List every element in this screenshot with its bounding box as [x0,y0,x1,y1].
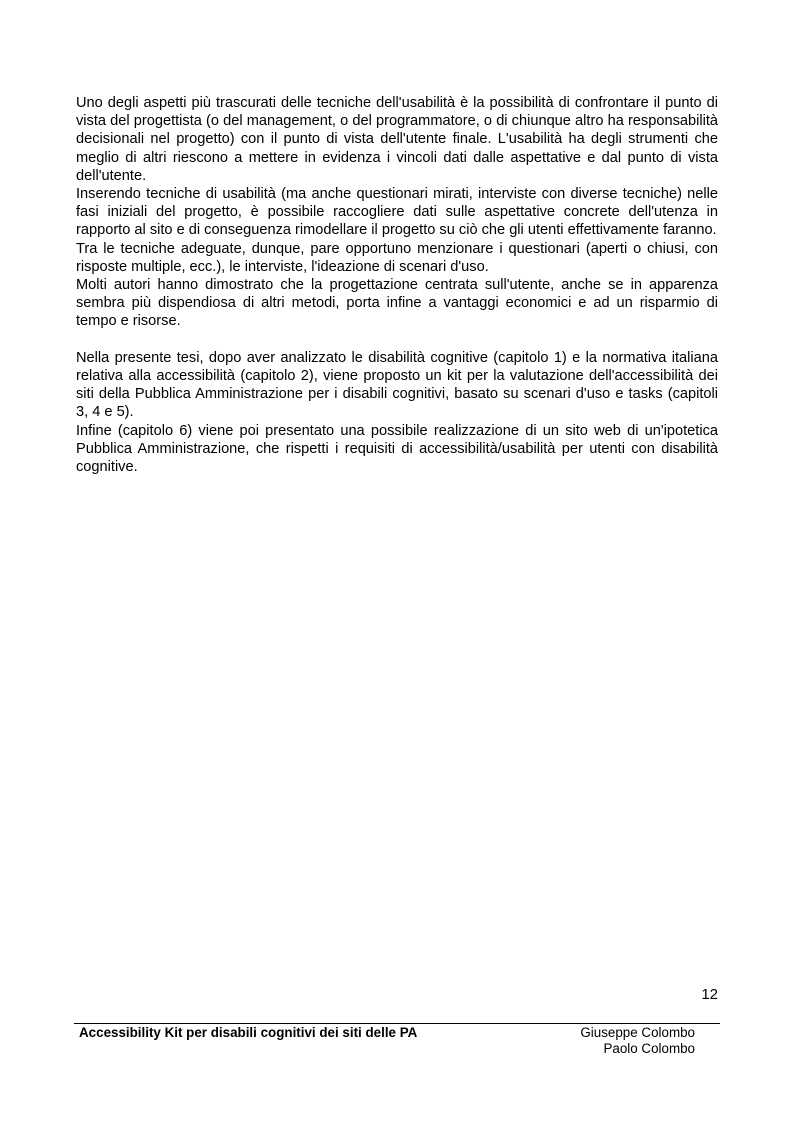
footer-author: Paolo Colombo [603,1041,695,1056]
footer-author: Giuseppe Colombo [580,1025,695,1040]
footer-divider [74,1023,720,1024]
paragraph: Uno degli aspetti più trascurati delle tecniche dell'usabilità è la possibilità di confrontare il punto di vista del progettista (o del management, o del programmatore, o di chiunque altro ha responsabilità decisionali nel progetto) con il punto di vista dell'utente finale. L'usabilità ha degli strumenti che meglio di altri riescono a mettere in evidenza i vincoli dati dalle aspettative e dal punto di vista dell'utente. [76,95,718,184]
body-text [76,94,718,476]
paragraph: Tra le tecniche adeguate, dunque, pare opportuno menzionare i questionari (aperti o chiusi, con risposte multiple, ecc.), le interviste, l'ideazione di scenari d'uso. [76,240,718,275]
paragraph: Infine (capitolo 6) viene poi presentato una possibile realizzazione di un sito web di un'ipotetica Pubblica Amministrazione, che rispetti i requisiti di accessibilità/usabilità per utenti con disabilità cognitive. [76,422,718,476]
paragraph: Inserendo tecniche di usabilità (ma anche questionari mirati, interviste con diverse tecniche) nelle fasi iniziali del progetto, è possibile raccogliere dati sulle aspettative concrete dell'utenza in rapporto al sito e di conseguenza rimodellare il progetto su ciò che gli utenti effettivamente faranno. [76,186,718,239]
paragraph: Nella presente tesi, dopo aver analizzato le disabilità cognitive (capitolo 1) e la normativa italiana relativa alla accessibilità (capitolo 2), viene proposto un kit per la valutazione dell'accessibilità dei siti della Pubblica Amministrazione per i disabili cognitivi, basato su scenari d'uso e tasks (capitoli 3, 4 e 5). [76,349,718,421]
paragraph: Molti autori hanno dimostrato che la progettazione centrata sull'utente, anche se in apparenza sembra più dispendiosa di altri metodi, porta infine a vantaggi economici e ad un risparmio di tempo e risorse. [76,277,718,330]
page-number: 12 [701,986,718,1003]
footer-title: Accessibility Kit per disabili cognitivi dei siti delle PA [79,1025,418,1040]
footer-authors [580,1025,695,1057]
